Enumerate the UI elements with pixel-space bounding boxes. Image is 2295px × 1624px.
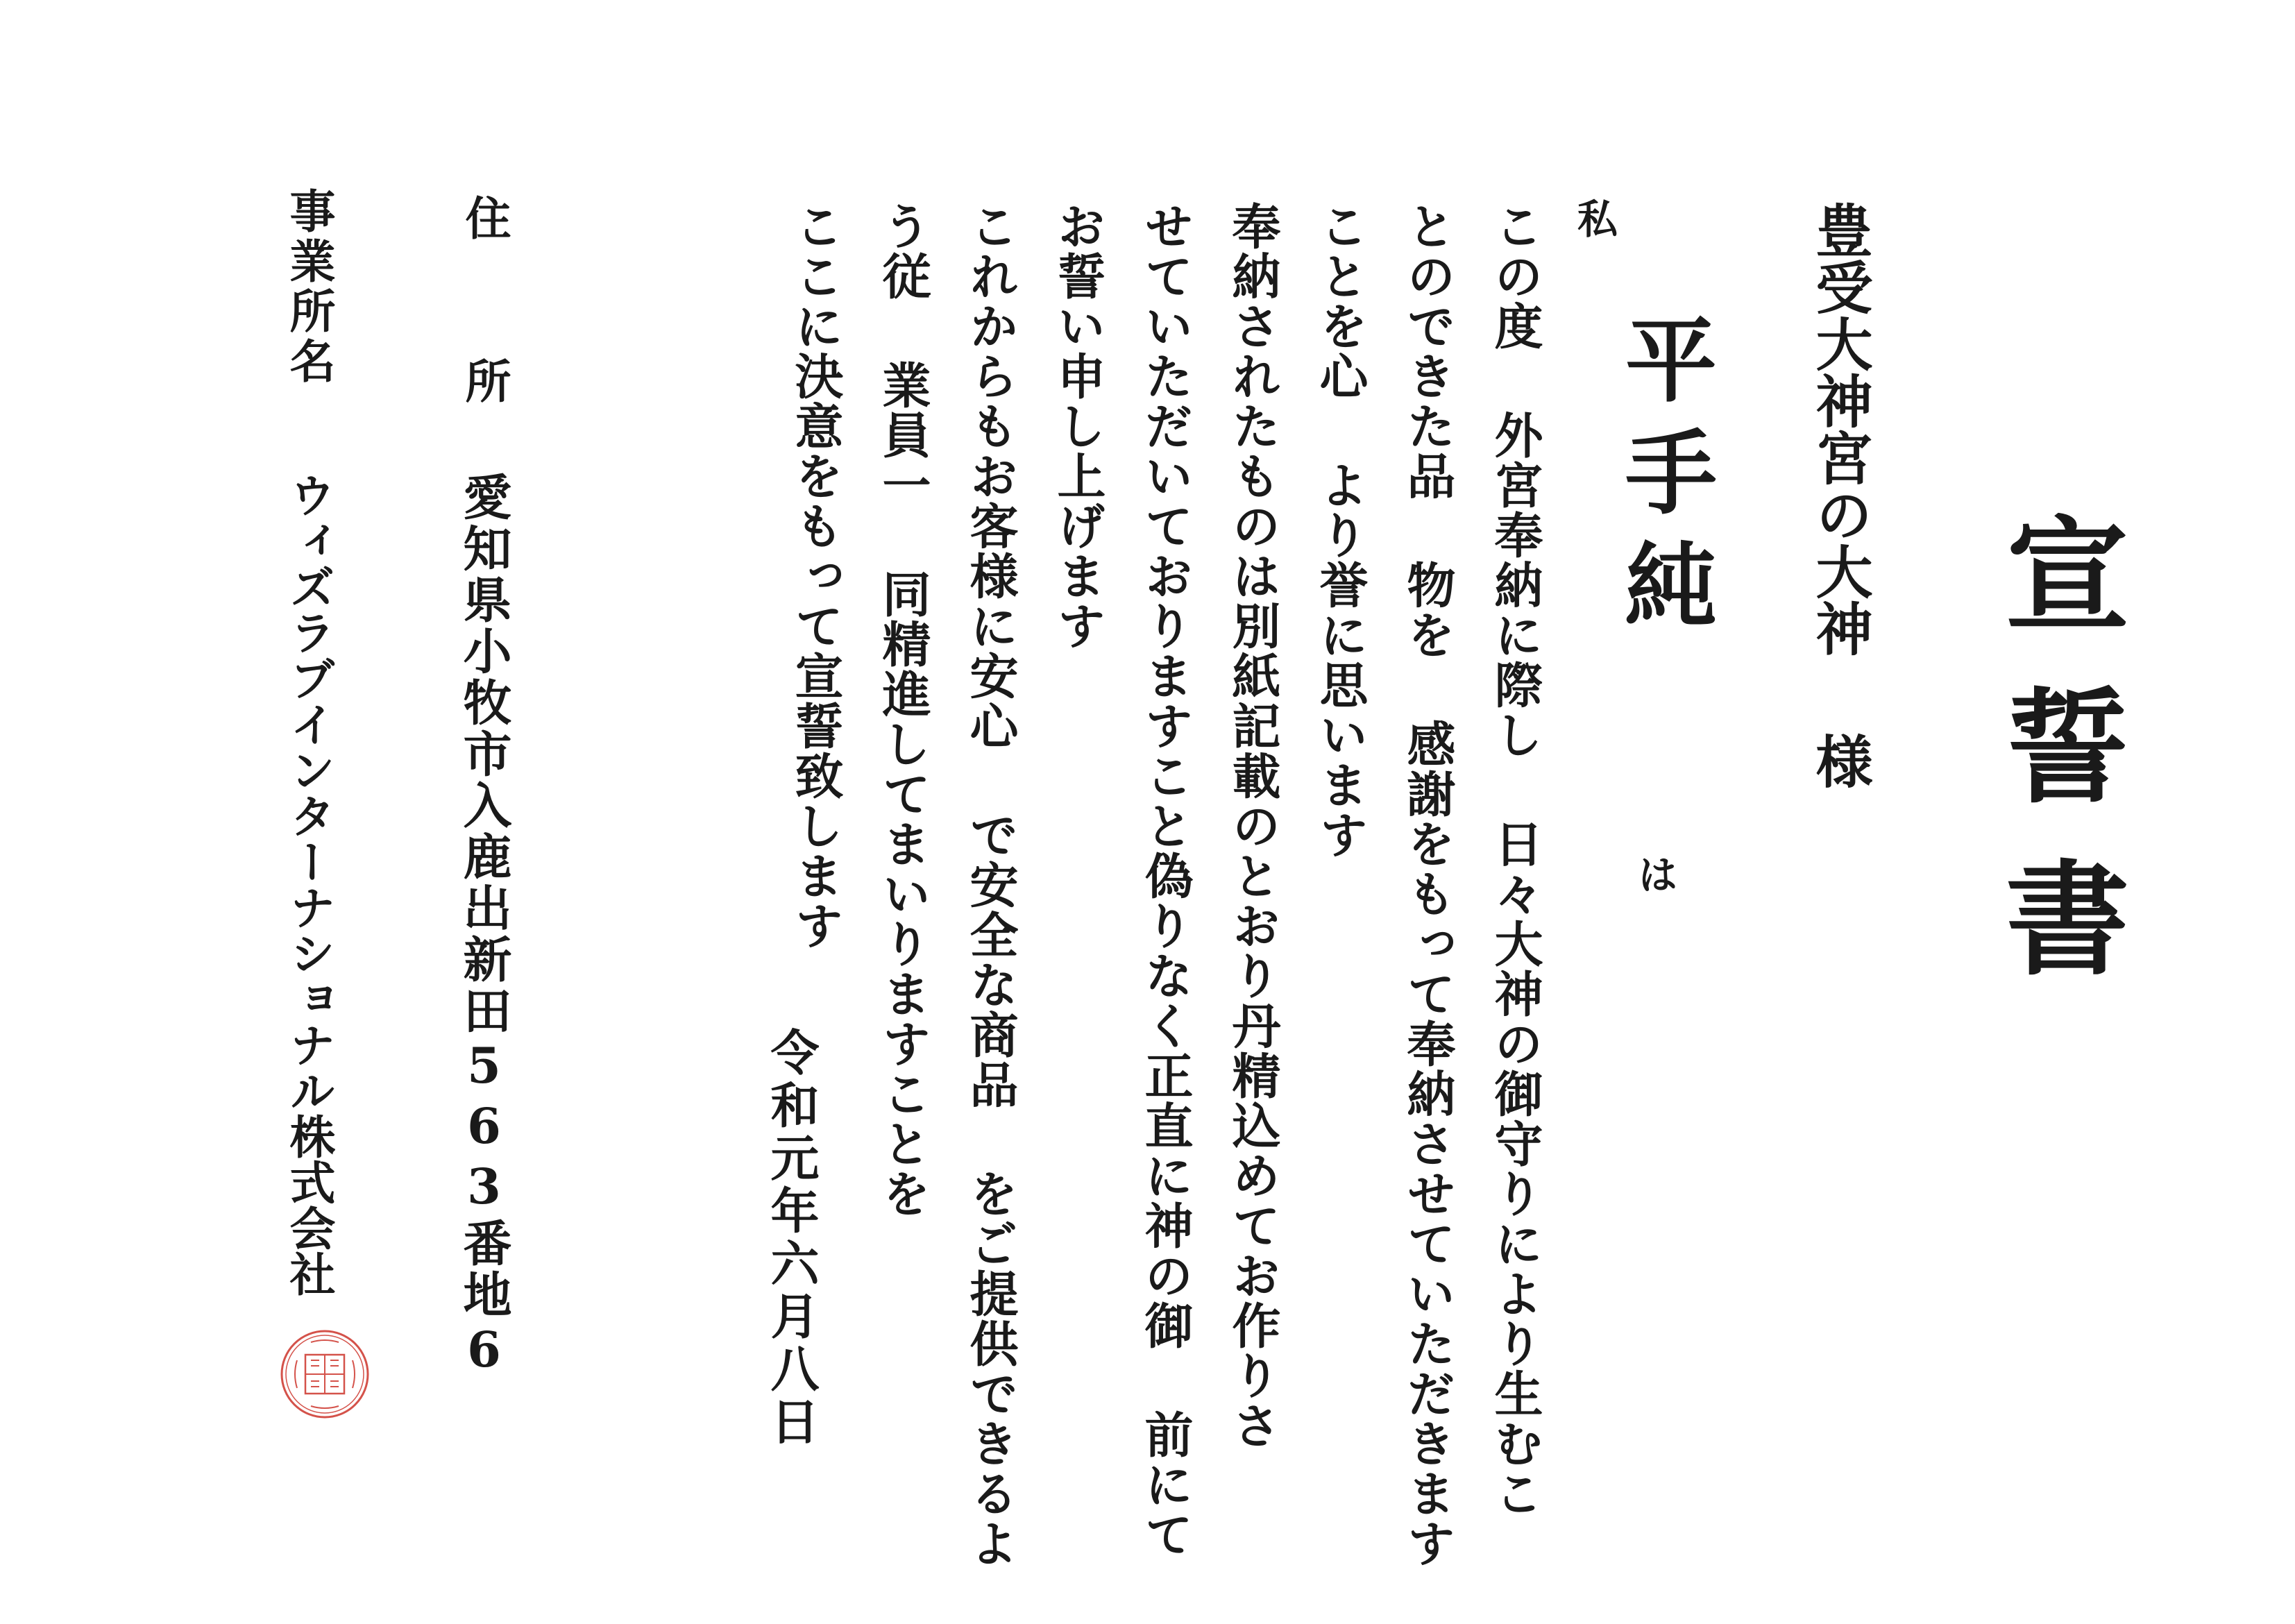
document-title: 宣誓書 <box>1985 510 2130 1026</box>
address-value: 愛知県小牧市入鹿出新田563番地6 <box>455 472 513 1381</box>
recipient-honorific: 様 <box>1806 732 1873 789</box>
body-line: ここに決意をもって宣誓致します <box>787 201 845 951</box>
body-line: とのできた品 物を 感謝をもって奉納させていただきます <box>1399 201 1457 1568</box>
body-line: ことを心 より誉に思います <box>1312 201 1369 860</box>
business-name: ウィズラブインターナショナル株式会社 <box>282 472 336 1296</box>
body-line: 奉納されたものは別紙記載のとおり丹精込めてお作りさ <box>1224 201 1282 1450</box>
recipient-name: 豊受大神宮の大神 <box>1806 201 1873 657</box>
body-line: これからもお客様に安心 で安全な商品 をご提供できるよ <box>962 201 1019 1568</box>
company-seal-icon <box>276 1326 373 1423</box>
declarant-prefix: 私 <box>1570 198 1618 238</box>
business-label: 事業所名 <box>282 187 336 387</box>
document-date: 令和元年六月八日 <box>763 1027 820 1449</box>
body-line: せていただいておりますこと偽りなく正直に神の御 前にて <box>1137 201 1194 1559</box>
address-label-1: 住 <box>457 194 511 240</box>
body-line: この度 外宮奉納に際し 日々大神の御守りにより生むこ <box>1487 201 1544 1519</box>
address-label-2: 所 <box>457 357 511 403</box>
body-line: う従 業員一 同精進してまいりますことを <box>874 201 932 1219</box>
body-line: お誓い申し上げます <box>1049 201 1107 651</box>
declarant-name: 平手純 <box>1609 312 1717 650</box>
declarant-particle: は <box>1631 854 1678 894</box>
